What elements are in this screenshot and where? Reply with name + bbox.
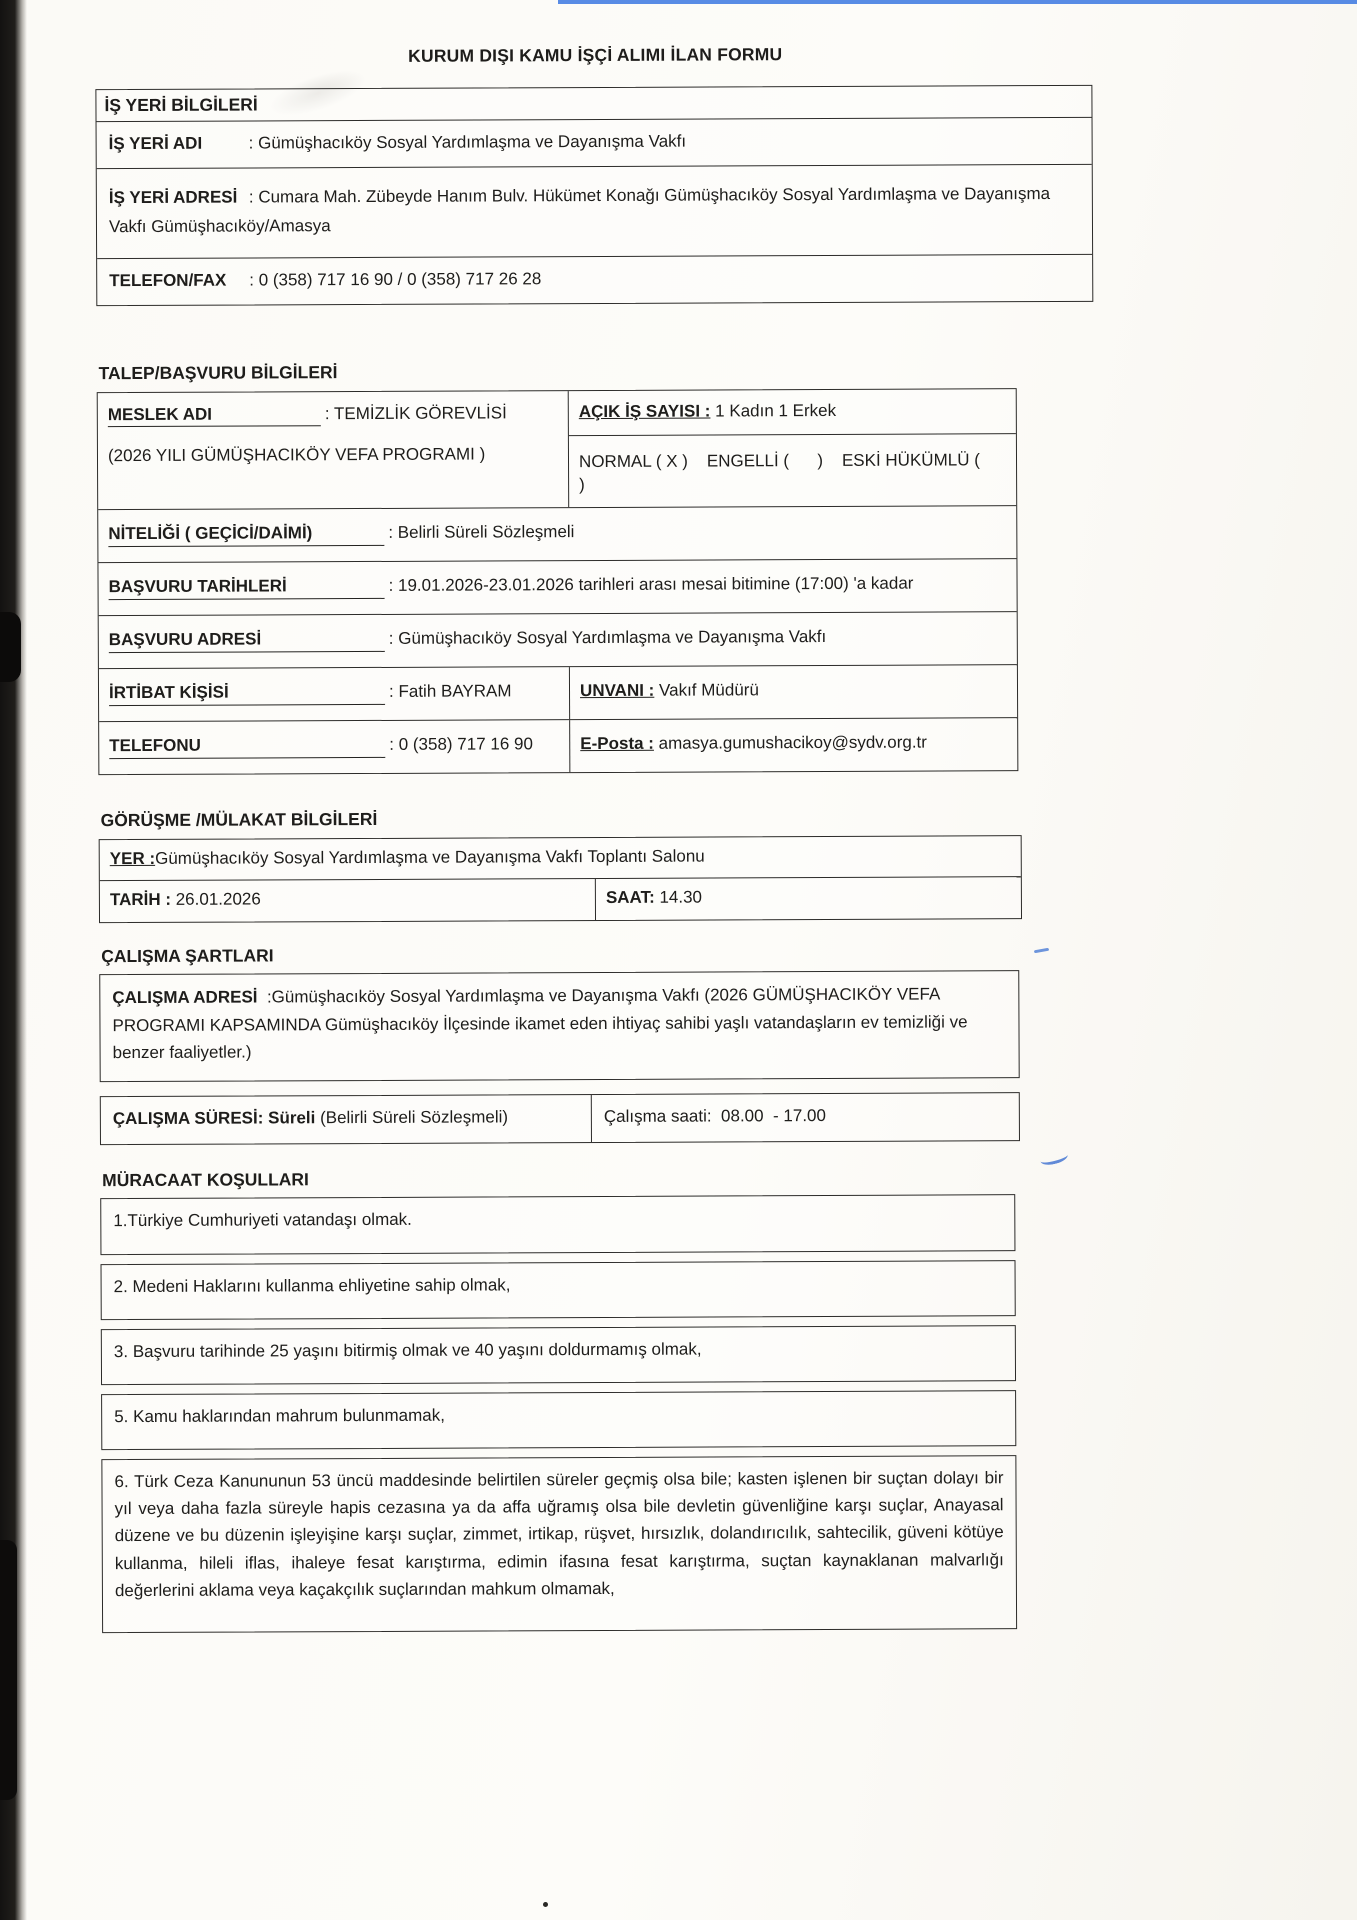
basvuru-adresi-value: : Gümüşhacıköy Sosyal Yardımlaşma ve Dayanışma Vakfı xyxy=(388,627,827,649)
calisma-adresi-value: :Gümüşhacıköy Sosyal Yardımlaşma ve Dayanışma Vakfı (2026 GÜMÜŞHACIKÖY VEFA PROGRAMI KAPSAMINDA Gümüşhacıköy İlçesinde ikamet eden ihtiyaç sahibi yaşlı vatandaşların ev temizliği ve benzer faaliyetler.) xyxy=(112,984,973,1063)
isyeri-adi-row xyxy=(97,118,1092,169)
irtibat-value: : Fatih BAYRAM xyxy=(388,681,512,702)
irtibat-label: İRTİBAT KİŞİSİ xyxy=(109,681,385,706)
isyeri-telefon-label: TELEFON/FAX xyxy=(109,270,227,291)
unvan-label: UNVANI : xyxy=(579,680,655,701)
calisma-adresi-label: ÇALIŞMA ADRESİ xyxy=(112,987,258,1008)
niteligi-value: : Belirli Süreli Sözleşmeli xyxy=(388,522,575,543)
niteligi-label: NİTELİĞİ ( GEÇİCİ/DAİMİ) xyxy=(108,522,384,547)
unvan-value: Vakıf Müdürü xyxy=(654,680,759,700)
section-heading-muracaat: MÜRACAAT KOŞULLARI xyxy=(102,1168,309,1190)
scan-blue-line-artifact xyxy=(558,0,1357,4)
yer-label: YER : xyxy=(109,848,156,868)
form-content xyxy=(95,0,1102,1642)
muracaat-item: 1.Türkiye Cumhuriyeti vatandaşı olmak. xyxy=(100,1194,1015,1254)
isyeri-adi-value: : Gümüşhacıköy Sosyal Yardımlaşma ve Dayanışma Vakfı xyxy=(248,131,687,153)
scan-edge-artifact xyxy=(0,0,27,1920)
acik-is-cell xyxy=(568,389,1017,508)
eposta-label: E-Posta : xyxy=(580,733,654,754)
basvuru-adresi-label: BAŞVURU ADRESİ xyxy=(109,628,385,653)
isyeri-telefon-value: : 0 (358) 717 16 90 / 0 (358) 717 26 28 xyxy=(249,269,542,290)
isyeri-adresi-row xyxy=(97,165,1092,259)
meslek-note: (2026 YILI GÜMÜŞHACIKÖY VEFA PROGRAMI ) xyxy=(107,444,486,466)
section-heading-isyeri: İŞ YERİ BİLGİLERİ xyxy=(96,85,1091,122)
telefon-eposta-row xyxy=(99,717,1017,774)
tarih-saat-row xyxy=(100,876,1021,922)
basvuru-tarihleri-label: BAŞVURU TARİHLERİ xyxy=(109,575,385,600)
isyeri-adi-label: İŞ YERİ ADI xyxy=(108,133,203,154)
calisma-saati-label: Çalışma saati: xyxy=(603,1106,712,1126)
muracaat-item: 2. Medeni Haklarını kullanma ehliyetine sahip olmak, xyxy=(101,1260,1016,1320)
meslek-cell xyxy=(98,391,569,510)
ink-dot-artifact xyxy=(543,1902,548,1907)
kontenjan-line: NORMAL ( X ) ENGELLİ ( ) ESKİ HÜKÜMLÜ ( ) xyxy=(578,450,1009,495)
section-heading-talep: TALEP/BAŞVURU BİLGİLERİ xyxy=(98,362,338,384)
isyeri-table xyxy=(95,84,1093,306)
talep-table xyxy=(97,388,1019,776)
eposta-value: amasya.gumushacikoy@sydv.org.tr xyxy=(653,732,927,753)
irtibat-row xyxy=(99,664,1017,721)
calisma-saati-value: 08.00 - 17.00 xyxy=(711,1105,826,1126)
acik-is-label: AÇIK İŞ SAYISI : xyxy=(578,401,711,421)
saat-value: 14.30 xyxy=(654,887,703,907)
isyeri-adresi-value: : Cumara Mah. Zübeyde Hanım Bulv. Hükümet Konağı Gümüşhacıköy Sosyal Yardımlaşma ve Dayanışma Vakfı Gümüşhacıköy/Amasya xyxy=(108,184,1051,237)
meslek-value: : TEMİZLİK GÖREVLİSİ xyxy=(324,402,507,423)
muracaat-item: 5. Kamu haklarından mahrum bulunmamak, xyxy=(101,1390,1016,1450)
saat-label: SAAT: xyxy=(605,887,655,907)
calisma-adresi-box xyxy=(99,970,1019,1082)
section-heading-calisma: ÇALIŞMA ŞARTLARI xyxy=(101,944,274,966)
tarih-label: TARİH : xyxy=(109,889,172,909)
muracaat-item: 3. Başvuru tarihinde 25 yaşını bitirmiş olmak ve 40 yaşını doldurmamış olmak, xyxy=(101,1325,1016,1385)
calisma-suresi-value: (Belirli Süreli Sözleşmeli) xyxy=(315,1107,509,1127)
yer-value: Gümüşhacıköy Sosyal Yardımlaşma ve Dayanışma Vakfı Toplantı Salonu xyxy=(155,846,705,868)
telefonu-label: TELEFONU xyxy=(109,734,385,759)
meslek-label: MESLEK ADI xyxy=(108,403,321,428)
basvuru-adresi-row xyxy=(99,611,1017,668)
isyeri-telefon-row xyxy=(97,255,1092,305)
muracaat-item: 6. Türk Ceza Kanununun 53 üncü maddesinde belirtilen süreler geçmiş olsa bile; kasten işlenen bir suçtan dolayı bir yıl veya daha fazla süreyle hapis cezasına ya da affa uğramış olsa bile devletin güvenliğine karşı suçlar, Anayasal düzene ve bu düzenin işleyişine karşı suçlar, zimmet, irtikap, rüşvet, hırsızlık, dolandırıcılık, sahtecilik, güveni kötüye kullanma, hileli iflas, ihaleye fesat karıştırma, edimin ifasına fesat karıştırma, suçtan kaynaklanan malvarlığı değerlerini aklama veya kaçakçılık suçlarından mahkum olmamak, xyxy=(101,1455,1017,1633)
form-title: KURUM DIŞI KAMU İŞÇİ ALIMI İLAN FORMU xyxy=(408,44,783,66)
meslek-row xyxy=(98,389,1017,510)
niteligi-row xyxy=(98,506,1016,563)
basvuru-tarihleri-value: : 19.01.2026-23.01.2026 tarihleri arası mesai bitimine (17:00) 'a kadar xyxy=(388,573,914,596)
yer-row xyxy=(100,836,1021,880)
section-heading-gorusme: GÖRÜŞME /MÜLAKAT BİLGİLERİ xyxy=(100,808,378,831)
telefonu-value: : 0 (358) 717 16 90 xyxy=(389,734,533,754)
calisma-suresi-label: ÇALIŞMA SÜRESİ: Süreli xyxy=(112,1107,316,1128)
acik-is-value: 1 Kadın 1 Erkek xyxy=(710,400,837,421)
isyeri-adresi-label: İŞ YERİ ADRESİ xyxy=(108,187,238,208)
gorusme-table xyxy=(99,835,1022,923)
basvuru-tarihleri-row xyxy=(98,558,1016,615)
tarih-value: 26.01.2026 xyxy=(170,889,261,909)
calisma-suresi-box xyxy=(100,1092,1020,1145)
